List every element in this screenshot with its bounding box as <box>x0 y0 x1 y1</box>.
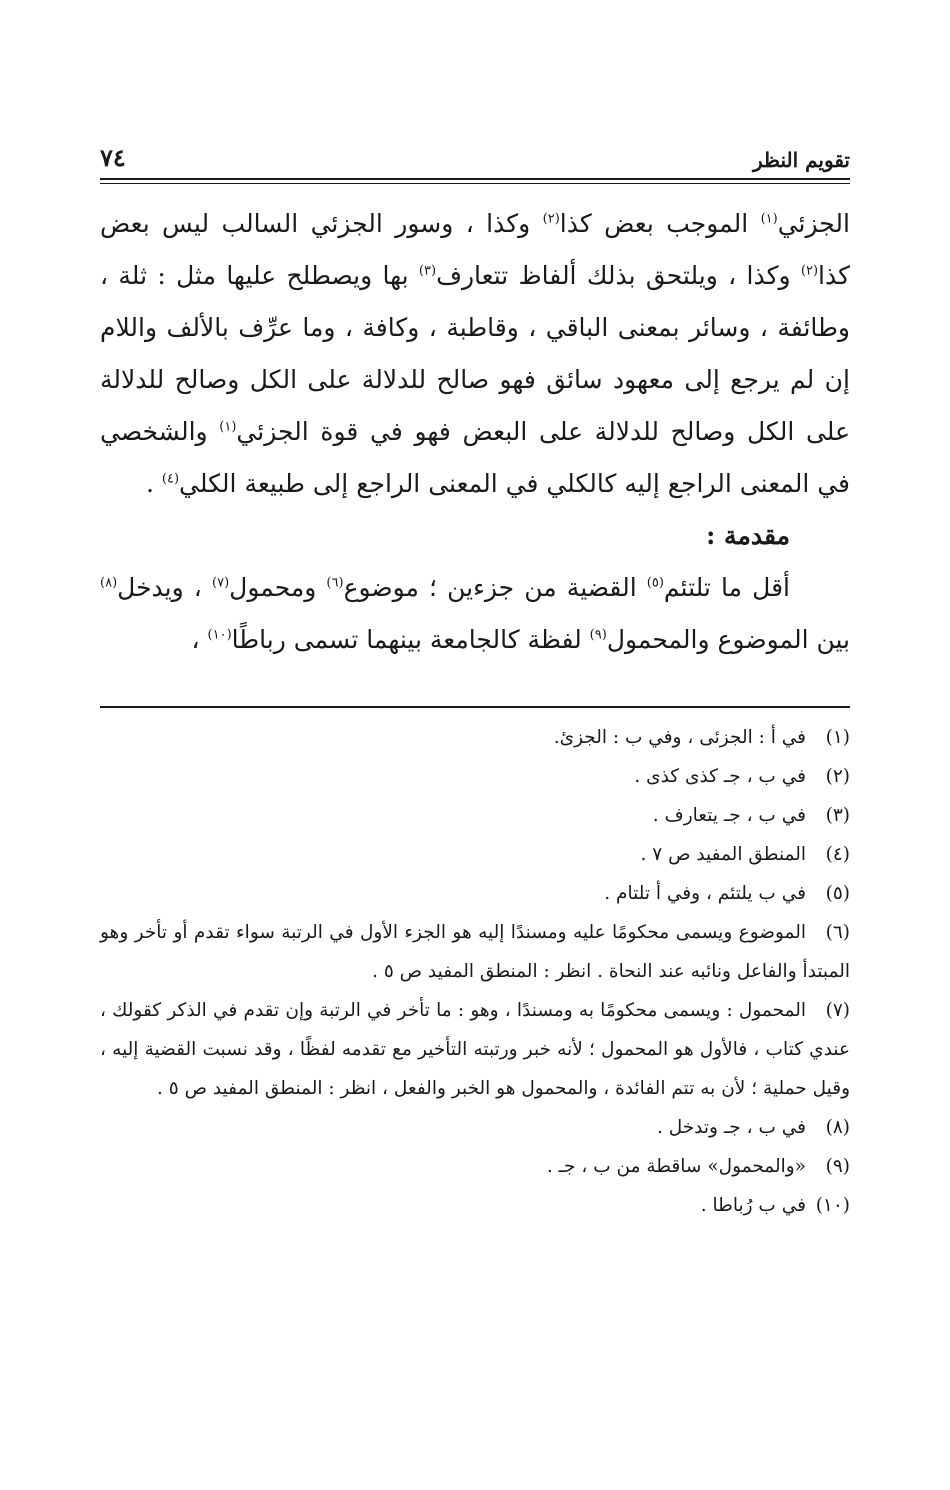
text-run: والشخصي في المعنى الراجع إليه كالكلي في المعنى الراجع إلى طبيعة الكلي <box>100 417 850 498</box>
footnote-number: (٢) <box>825 766 850 787</box>
footnote-text: المحمول : ويسمى محكومًا به ومسندًا ، وهو : ما تأخر في الرتبة وإن تقدم في الذكر كقولك ، عندي كتاب ، فالأول هو المحمول ؛ لأنه خبر ورتبته التأخير مع تقدمه لفظًا ، وقد نسبت القضية إليه ، وقيل حملية ؛ لأن به تتم الفائدة ، والمحمول هو الخبر والفعل ، انظر : المنطق المفيد ص ٥ . <box>100 1000 850 1099</box>
footnote-number: (٤) <box>825 844 850 865</box>
text-run: ، ويدخل <box>117 573 213 602</box>
text-run: بها ويصطلح عليها مثل : ثلة ، وطائفة ، وسائر بمعنى الباقي ، وقاطبة ، وكافة ، وما عرِّف بالألف واللام إن لم يرجع إلى معهود سائق فهو صالح للدلالة على الكل وصالح للدلالة على الكل وصالح للدلالة على البعض فهو في قوة الجزئي <box>100 261 850 446</box>
text-run: الجزئي <box>777 209 850 238</box>
footnote-number: (٧) <box>825 1000 850 1021</box>
main-text <box>100 198 850 666</box>
text-run: ، <box>191 625 208 654</box>
footnote-item <box>100 991 850 1108</box>
text-run: وكذا ، ويلتحق بذلك ألفاظ تتعارف <box>436 261 801 290</box>
footnote-item <box>100 1108 850 1147</box>
text-run: القضية من جزءين ؛ موضوع <box>343 573 647 602</box>
text-run: ومحمول <box>229 573 327 602</box>
footnote-ref: (٥) <box>646 575 664 591</box>
text-run: أقل ما تلتئم <box>663 573 790 602</box>
footnote-text: في ب ، جـ وتدخل . <box>656 1117 806 1138</box>
footnote-number: (٣) <box>825 805 850 826</box>
footnote-number: (١٠) <box>815 1195 850 1216</box>
footnote-ref: (٧) <box>212 575 230 591</box>
paragraph-1 <box>100 198 850 510</box>
footnote-item <box>100 796 850 835</box>
text-run: وكذا ، وسور الجزئي السالب ليس بعض كذا <box>100 209 851 290</box>
footnote-text: في ب ، جـ كذى كذى . <box>634 766 806 787</box>
footnote-text: في أ : الجزئى ، وفي ب : الجزئ. <box>553 727 806 748</box>
text-run: الموجب بعض كذا <box>559 209 761 238</box>
footnotes-list <box>100 718 850 1225</box>
footnote-item <box>100 757 850 796</box>
page-header <box>100 132 850 172</box>
footnote-text: المنطق المفيد ص ٧ . <box>640 844 806 865</box>
footnote-text: الموضوع ويسمى محكومًا عليه ومسندًا إليه هو الجزء الأول في الرتبة سواء تقدم أو تأخر وهو المبتدأ والفاعل ونائبه عند النحاة . انظر : المنطق المفيد ص ٥ . <box>100 922 850 982</box>
footnote-item <box>100 835 850 874</box>
footnote-ref: (١٠) <box>207 627 232 643</box>
footnote-rule <box>100 706 850 708</box>
footnote-ref: (٩) <box>589 627 607 643</box>
footnote-item <box>100 913 850 991</box>
header-rule <box>100 178 850 184</box>
footnote-ref: (٤) <box>161 471 180 487</box>
footnote-number: (٩) <box>825 1156 850 1177</box>
section-heading: مقدمة : <box>706 521 790 550</box>
footnote-item <box>100 1147 850 1186</box>
footnote-ref: (١) <box>219 419 237 435</box>
text-run: لفظة كالجامعة بينهما تسمى رباطًا <box>231 625 590 654</box>
footnote-text: في ب يلتئم ، وفي أ تلتام . <box>604 883 806 904</box>
footnote-text: «والمحمول» ساقطة من ب ، جـ . <box>546 1156 806 1177</box>
footnote-text: في ب ، جـ يتعارف . <box>652 805 806 826</box>
paragraph-2 <box>100 562 850 666</box>
footnote-number: (٦) <box>825 922 850 943</box>
running-title: تقويم النظر <box>753 148 850 172</box>
text-run: بين الموضوع والمحمول <box>606 625 850 654</box>
footnote-text: في ب رُباطا . <box>700 1195 806 1216</box>
footnote-item <box>100 1186 850 1225</box>
footnote-ref: (٢) <box>800 263 819 279</box>
footnote-ref: (١) <box>760 211 778 227</box>
footnote-ref: (٣) <box>418 263 437 279</box>
footnote-number: (١) <box>825 727 850 748</box>
footnote-item <box>100 718 850 757</box>
footnote-ref: (٢) <box>542 211 560 227</box>
footnote-ref: (٦) <box>326 575 344 591</box>
footnote-item <box>100 874 850 913</box>
footnote-number: (٨) <box>825 1117 850 1138</box>
text-run: . <box>145 469 162 498</box>
footnote-number: (٥) <box>825 883 850 904</box>
footnote-ref: (٨) <box>100 575 118 591</box>
page-number: ٧٤ <box>100 143 126 172</box>
